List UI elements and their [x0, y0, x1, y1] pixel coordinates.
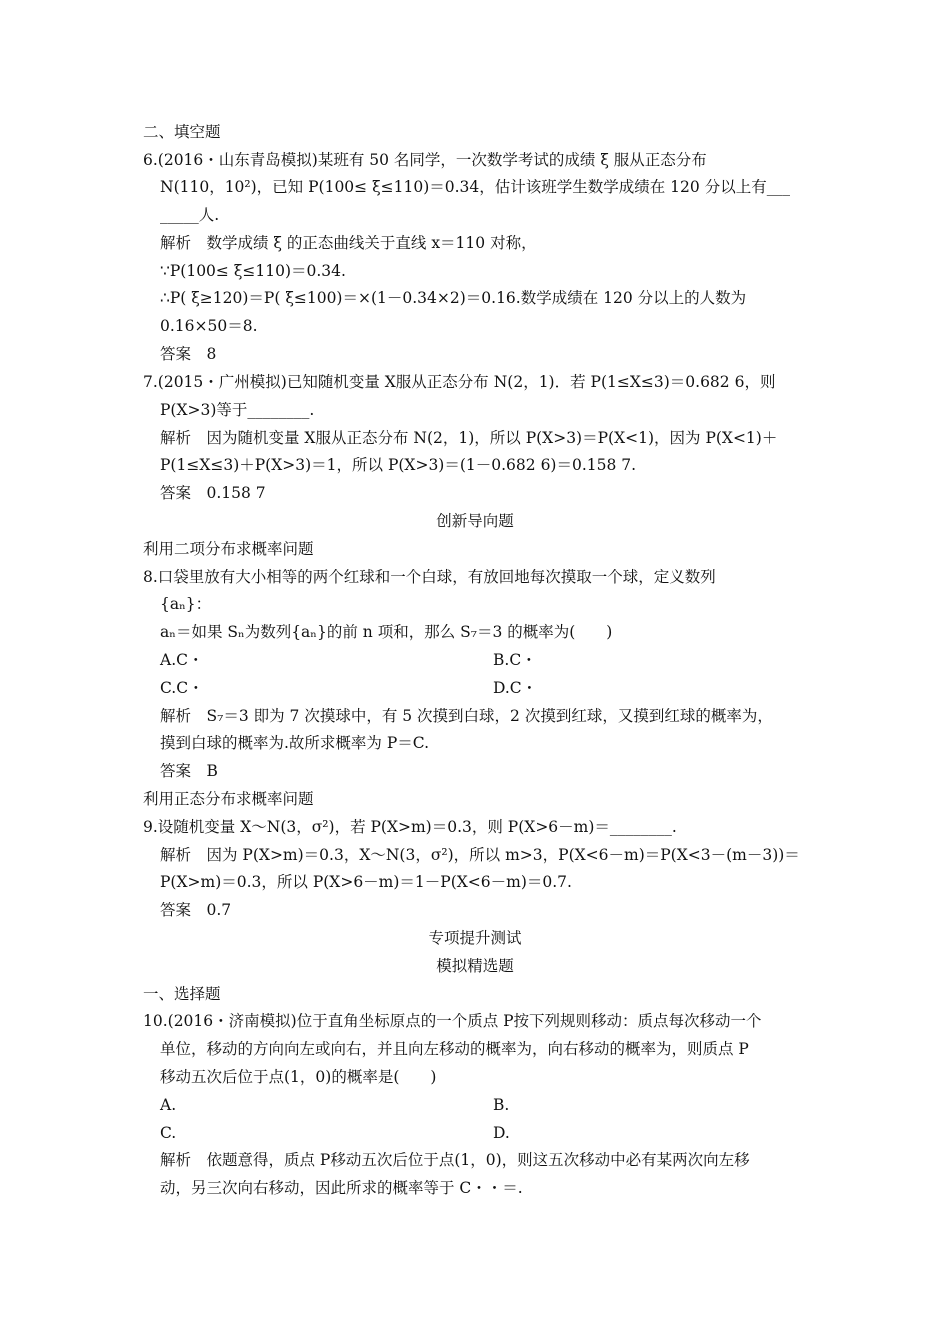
- question-8-line-3: aₙ＝如果 Sₙ为数列{aₙ}的前 n 项和，那么 S₇＝3 的概率为( ): [160, 623, 613, 641]
- question-10-option-a: A.: [160, 1096, 177, 1114]
- question-6-analysis-1: 解析 数学成绩 ξ 的正态曲线关于直线 x＝110 对称，: [160, 234, 537, 252]
- question-8-analysis-2: 摸到白球的概率为.故所求概率为 P＝C.: [160, 734, 430, 752]
- heading-special-test: 专项提升测试: [428, 929, 522, 947]
- question-8-option-d: D.C・: [493, 679, 538, 697]
- question-8-option-b: B.C・: [493, 651, 537, 669]
- question-10-analysis-1: 解析 依题意得，质点 P移动五次后位于点(1，0)，则这五次移动中必有某两次向左移: [160, 1151, 750, 1169]
- question-8-answer: 答案 B: [160, 762, 218, 780]
- question-7-analysis-1: 解析 因为随机变量 X服从正态分布 N(2，1)，所以 P(X>3)＝P(X<1)，因为 P(X<1)＋: [160, 429, 778, 447]
- question-10-option-d: D.: [493, 1124, 510, 1142]
- subheading-binomial: 利用二项分布求概率问题: [143, 540, 314, 558]
- question-10-line-2: 单位，移动的方向向左或向右，并且向左移动的概率为，向右移动的概率为，则质点 P: [160, 1040, 749, 1058]
- heading-simulation: 模拟精选题: [436, 957, 514, 975]
- question-7-analysis-2: P(1≤X≤3)＋P(X>3)＝1，所以 P(X>3)＝(1－0.682 6)＝0.158 7.: [160, 456, 637, 474]
- question-6-analysis-4: 0.16×50＝8.: [160, 317, 258, 335]
- question-10-analysis-2: 动，另三次向右移动，因此所求的概率等于 C・・＝.: [160, 1179, 523, 1197]
- question-7-line-2: P(X>3)等于________.: [160, 401, 315, 419]
- question-6-analysis-3: ∴P( ξ≥120)＝P( ξ≤100)＝×(1－0.34×2)＝0.16.数学成绩在 120 分以上的人数为: [160, 289, 747, 307]
- question-10-line-1: 10.(2016・济南模拟)位于直角坐标原点的一个质点 P按下列规则移动：质点每次移动一个: [143, 1012, 762, 1030]
- question-10-option-b: B.: [493, 1096, 510, 1114]
- question-6-line-2: N(110，10²)，已知 P(100≤ ξ≤110)＝0.34，估计该班学生数学成绩在 120 分以上有___: [160, 178, 790, 196]
- heading-innovation: 创新导向题: [436, 512, 514, 530]
- question-9-analysis-2: P(X>m)＝0.3，所以 P(X>6－m)＝1－P(X<6－m)＝0.7.: [160, 873, 572, 891]
- question-7-line-1: 7.(2015・广州模拟)已知随机变量 X服从正态分布 N(2，1)．若 P(1≤X≤3)＝0.682 6，则: [143, 373, 776, 391]
- question-9-line-1: 9.设随机变量 X～N(3，σ²)，若 P(X>m)＝0.3，则 P(X>6－m)＝________.: [143, 818, 677, 836]
- question-8-option-a: A.C・: [160, 651, 204, 669]
- question-7-answer: 答案 0.158 7: [160, 484, 266, 502]
- question-9-analysis-1: 解析 因为 P(X>m)＝0.3，X～N(3，σ²)，所以 m>3，P(X<6－m)＝P(X<3－(m－3))＝: [160, 846, 800, 864]
- question-6-analysis-2: ∵P(100≤ ξ≤110)＝0.34.: [160, 262, 346, 280]
- question-6-line-3: _____人.: [160, 206, 220, 224]
- question-8-line-1: 8.口袋里放有大小相等的两个红球和一个白球，有放回地每次摸取一个球，定义数列: [143, 568, 716, 586]
- section-heading-choice: 一、选择题: [143, 985, 221, 1003]
- subheading-normal: 利用正态分布求概率问题: [143, 790, 314, 808]
- question-9-answer: 答案 0.7: [160, 901, 232, 919]
- question-6-line-1: 6.(2016・山东青岛模拟)某班有 50 名同学，一次数学考试的成绩 ξ 服从正态分布: [143, 151, 707, 169]
- section-heading-fill-blank: 二、填空题: [143, 123, 221, 141]
- question-8-line-2: {aₙ}：: [160, 595, 212, 613]
- question-10-line-3: 移动五次后位于点(1，0)的概率是( ): [160, 1068, 437, 1086]
- question-8-option-c: C.C・: [160, 679, 204, 697]
- question-10-option-c: C.: [160, 1124, 177, 1142]
- question-6-answer: 答案 8: [160, 345, 217, 363]
- question-8-analysis-1: 解析 S₇＝3 即为 7 次摸球中，有 5 次摸到白球，2 次摸到红球，又摸到红球的概率为，: [160, 707, 773, 725]
